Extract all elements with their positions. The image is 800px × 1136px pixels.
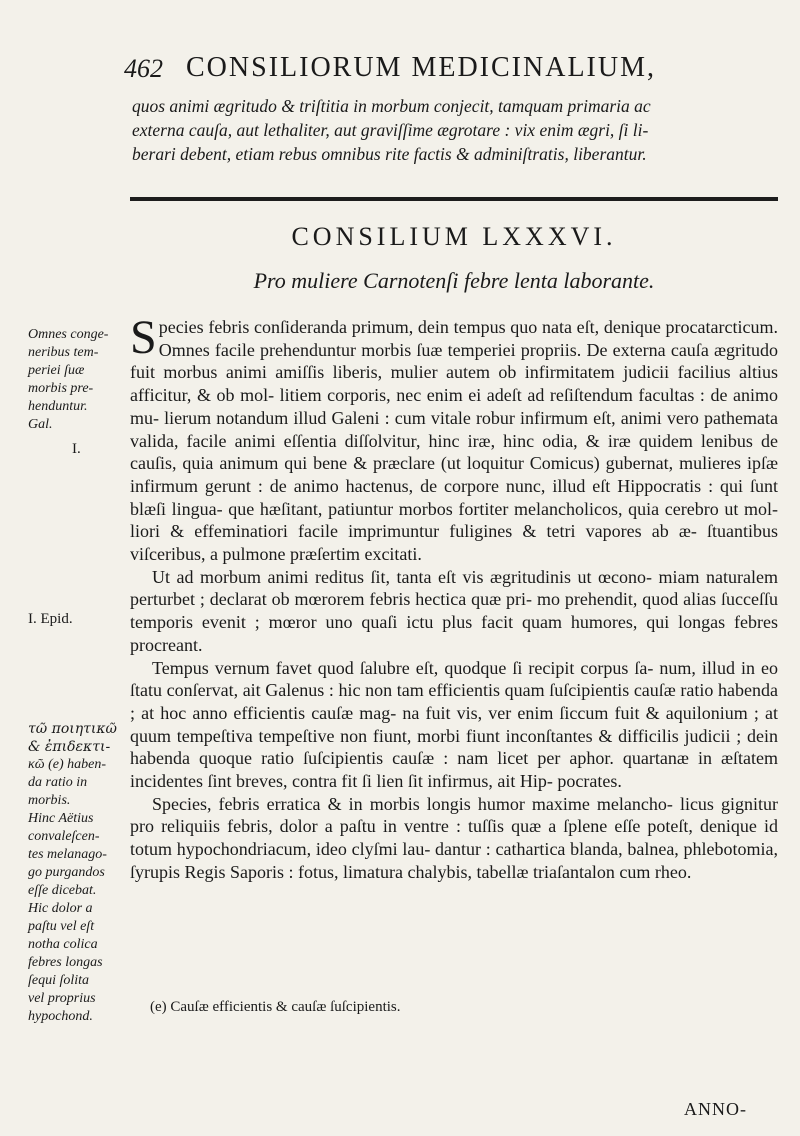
text-line: dantur : cathartica blanda, balnea, phlebotomia, ſyrupis Regis Saporis : [130, 839, 779, 882]
text-line: mo prehendit, quod alias ſucceſſu temporis evenit ; mœror uno quaſi [130, 589, 778, 633]
text-line: na fuit vis, ver enim ſiccum fuit & aquilonium ; at quum tempeſtiva [130, 702, 778, 746]
running-head [124, 50, 764, 90]
text-line: quam ſuſcipientis cauſæ ratio habenda ; at hoc anno efficientis cauſæ mag- [130, 680, 778, 723]
margin-note [28, 326, 126, 458]
paragraph [130, 566, 778, 657]
note-line: convaleſcen- [28, 829, 100, 844]
margin-note [28, 610, 126, 628]
note-line: tes melanago- [28, 847, 107, 862]
text-line: propriis. De externa cauſa ægritudo fuit morbus animi amiſſis liberis, [130, 339, 779, 383]
text-line: liori & effeminatiori facile imprimuntur fuligines & tetri vapores ab æ- [130, 521, 707, 542]
text-line: licus gignitur pro reliquiis febris, dolor a paſtu in ventre : tuſſis quæ a [130, 793, 778, 837]
body-text [130, 311, 779, 884]
section-heading: CONSILIUM LXXXVI. [291, 222, 617, 251]
note-line: Omnes conge- [28, 327, 109, 342]
note-line: eſſe dicebat. [28, 883, 97, 898]
text-line: hactenus, de corpore nunc, illud eſt Hippocratis : qui ſunt blæſi lingua- [130, 475, 778, 519]
note-line: periei ſuæ [28, 363, 85, 378]
margin-note [28, 720, 126, 1026]
text-line: in æſtatem incidentes ſint breves, contra fit ſi lien ſit infirmus, ait Hip- [130, 748, 778, 792]
text-line: ſtuantibus viſceribus, a pulmone præſertim excitati. [130, 521, 778, 565]
text-line: fotus, limatura chalybis, tabellæ triaſantalon cum rheo. [298, 861, 692, 882]
text-line: berari debent, etiam rebus omnibus rite factis & adminiſtratis, liberantur. [132, 144, 647, 164]
note-line: da ratio in [28, 775, 88, 790]
text-line: num, illud in eo ſtatu conſervat, ait Galenus : hic non tam efficientis [130, 657, 778, 701]
note-line: paſtu vel eſt [28, 919, 95, 934]
note-line: Hinc Aëtius [28, 811, 94, 826]
note-line: & ἐπιδεκτι- [28, 739, 111, 755]
text-line: iræ quidem lenibus de cauſis, quia animum qui bene & præclare (ut [130, 430, 778, 474]
continued-text [132, 94, 772, 166]
text-line: pocrates. [557, 771, 622, 792]
text-line: ſplene eſſe poteſt, denique id totum hypochondriacum, ideo clyſmi lau- [130, 816, 778, 860]
note-number: I. Epid. [28, 611, 73, 627]
text-line: pathemata valida, facile animi eſſentia diſſolvitur, hinc iræ, hinc odia, & [130, 407, 778, 451]
text-line: Ut ad morbum animi reditus ſit, tanta eſt vis ægritudinis ut œcono- [152, 566, 659, 587]
text-line: que hæſitant, patiuntur morbos fortiter melancholicos, quia cerebro ut mol- [228, 498, 778, 519]
text-line: ictu plus facit quam humores, qui longas febres procreant. [130, 612, 779, 655]
note-line: ſequi ſolita [28, 973, 90, 988]
note-line: hypochond. [28, 1009, 93, 1024]
note-number: I. [72, 441, 81, 457]
note-line: κῶ (e) haben- [28, 757, 107, 772]
text-line: procatarcticum. Omnes facile prehenduntur morbis ſuæ temperiei [158, 317, 778, 360]
note-line: Gal. [28, 417, 53, 432]
drop-cap: S [130, 311, 157, 364]
running-title: CONSILIORUM MEDICINALIUM, [186, 52, 656, 83]
note-line: vel proprius [28, 991, 96, 1006]
text-line: habenda quoque ratio ſuſcipientis cauſæ : nam licet per aphor. quartanæ [130, 748, 698, 769]
text-line: tempeſtive non fiunt, morbi fiunt inconſtantes & difficilis judicii ; dein [258, 725, 778, 746]
text-line: externa cauſa, aut lethaliter, aut graviſſime ægrotare : vix enim ægri, ſi li- [132, 120, 649, 140]
note-line: notha colica [28, 937, 98, 952]
text-line: pecies febris conſideranda primum, dein tempus quo nata eſt, denique [158, 317, 666, 337]
text-line: lierum notandum illud Galeni : cum vitale robur infirmum eſt, animi vero [164, 407, 705, 428]
text-line: miam naturalem perturbet ; declarat ob mœrorem febris hectica quæ pri- [130, 566, 778, 610]
note-line: go purgandos [28, 865, 105, 880]
note-line: morbis pre- [28, 381, 94, 396]
text-line: mulier autem ob infirmitatem judicii facilius altius afficitur, & ob mol- [130, 362, 778, 406]
paragraph [130, 793, 778, 884]
note-line: febres longas [28, 955, 103, 970]
text-line: loquitur Comicus) gubernat, mulieres ipſæ infirmum gerunt : de animo [130, 453, 778, 496]
footnote: (e) Cauſæ efficientis & cauſæ ſuſcipientis. [150, 999, 401, 1015]
text-line: litiem corporis, nec enim ei adeſt ad reſiſtendum facultas : de animo mu- [130, 385, 778, 428]
paragraph [130, 311, 779, 566]
paragraph [130, 657, 778, 793]
note-line: henduntur. [28, 399, 88, 414]
section-rule [130, 197, 778, 201]
note-line: morbis. [28, 793, 71, 808]
note-line: τῶ ποιητικῶ [28, 721, 117, 737]
section-subheading: Pro muliere Carnotenſi febre lenta laborante. [253, 268, 655, 293]
catchword: ANNO- [684, 1099, 747, 1119]
page-number: 462 [124, 54, 163, 83]
text-line: Species, febris erratica & in morbis longis humor maxime melancho- [152, 793, 680, 814]
text-line: Tempus vernum favet quod ſalubre eſt, quodque ſi recipit corpus ſa- [152, 657, 660, 678]
note-line: Hic dolor a [28, 901, 93, 916]
text-line: quos animi ægritudo & triſtitia in morbum conjecit, tamquam primaria ac [132, 96, 651, 116]
note-line: neribus tem- [28, 345, 99, 360]
